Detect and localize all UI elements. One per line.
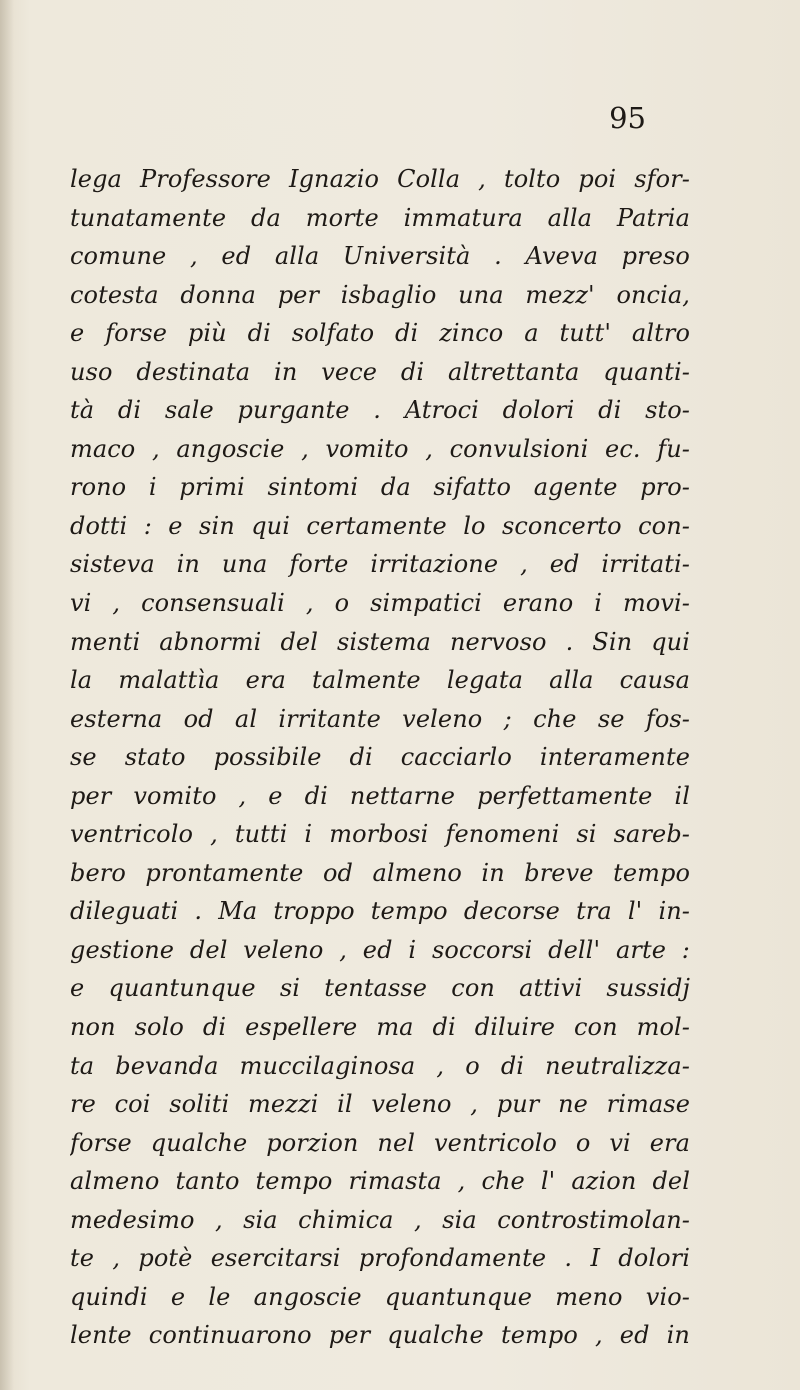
text-line: la malattìa era talmente legata alla causa [70, 666, 690, 695]
text-line: quindi e le angoscie quantunque meno vio- [70, 1282, 690, 1311]
text-line: sisteva in una forte irritazione , ed irritati- [70, 550, 690, 579]
text-line: uso destinata in vece di altrettanta quanti- [70, 357, 690, 386]
body-text [70, 160, 690, 1355]
text-line: vi , consensuali , o simpatici erano i movi- [70, 589, 690, 618]
text-line: tà di sale purgante . Atroci dolori di sto- [70, 396, 690, 425]
text-line: almeno tanto tempo rimasta , che l' azion del [70, 1167, 690, 1196]
text-line: tunatamente da morte immatura alla Patria [70, 203, 690, 232]
page-number: 95 [609, 101, 646, 135]
text-line: e forse più di solfato di zinco a tutt' altro [70, 319, 690, 348]
text-line: se stato possibile di cacciarlo interamente [70, 743, 690, 772]
text-line: ta bevanda muccilaginosa , o di neutralizza- [70, 1051, 690, 1080]
text-line: forse qualche porzion nel ventricolo o vi era [70, 1128, 690, 1157]
text-line: cotesta donna per isbaglio una mezz' oncia, [70, 280, 690, 309]
text-line: bero prontamente od almeno in breve tempo [70, 858, 690, 887]
text-line: gestione del veleno , ed i soccorsi dell' arte : [70, 935, 690, 964]
text-line: maco , angoscie , vomito , convulsioni ec. fu- [70, 434, 690, 463]
text-line: re coi soliti mezzi il veleno , pur ne rimase [70, 1090, 690, 1119]
text-line: dotti : e sin qui certamente lo sconcerto con- [70, 511, 690, 540]
text-line: lente continuarono per qualche tempo , ed in [70, 1321, 690, 1350]
text-line: rono i primi sintomi da sifatto agente pro- [70, 473, 690, 502]
page-edge-shadow [0, 0, 14, 1390]
text-line: per vomito , e di nettarne perfettamente il [70, 781, 690, 810]
text-line: medesimo , sia chimica , sia controstimolan- [70, 1205, 690, 1234]
text-line: ventricolo , tutti i morbosi fenomeni si sareb- [70, 820, 690, 849]
text-line: menti abnormi del sistema nervoso . Sin qui [70, 627, 690, 656]
text-line: non solo di espellere ma di diluire con mol- [70, 1013, 690, 1042]
text-line: comune , ed alla Università . Aveva preso [70, 242, 690, 271]
text-line: lega Professore Ignazio Colla , tolto poi sfor- [70, 165, 690, 193]
text-line: e quantunque si tentasse con attivi sussidj [70, 974, 690, 1003]
text-line: dileguati . Ma troppo tempo decorse tra l' in- [70, 897, 690, 926]
text-line: esterna od al irritante veleno ; che se fos- [70, 704, 690, 733]
text-line: te , potè esercitarsi profondamente . I dolori [70, 1244, 690, 1273]
